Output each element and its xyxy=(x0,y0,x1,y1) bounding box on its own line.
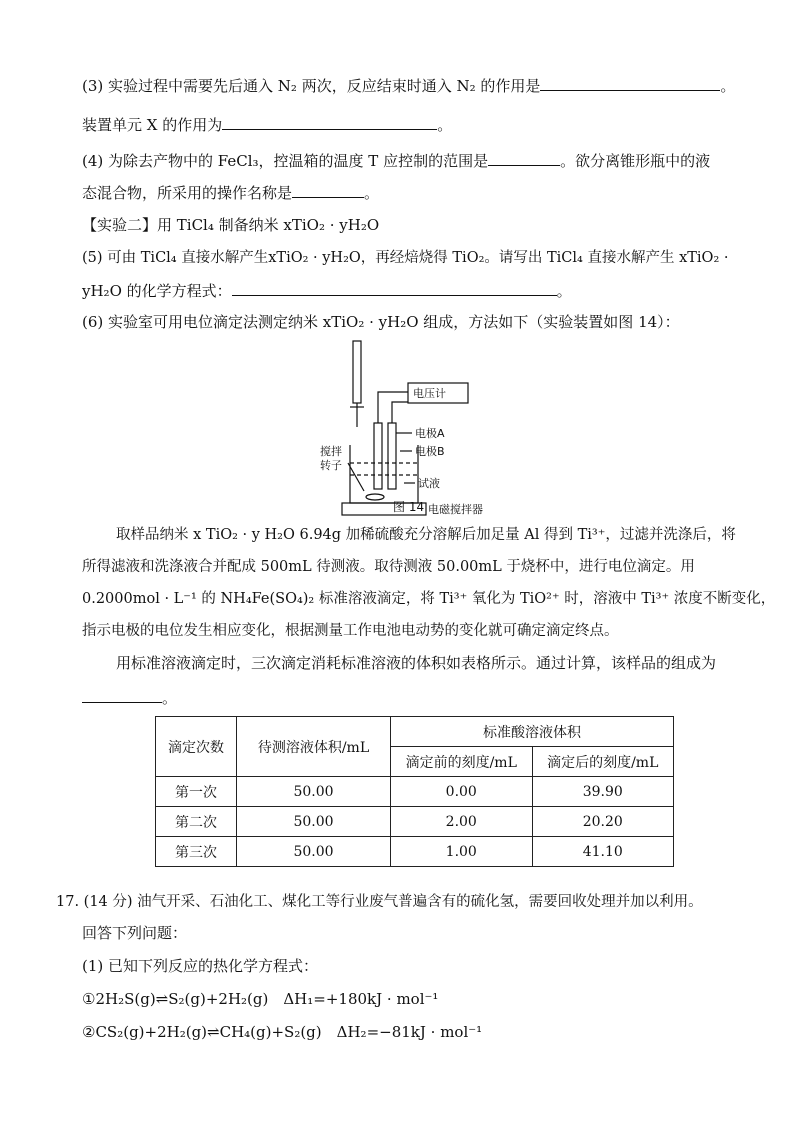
equation-1: ①2H₂S(g)⇌S₂(g)+2H₂(g) ΔH₁=+180kJ · mol⁻¹ xyxy=(82,990,439,1008)
row-label: 第一次 xyxy=(156,777,237,807)
q17-sub1: (1) 已知下列反应的热化学方程式： xyxy=(82,957,319,975)
answer-blank[interactable] xyxy=(222,113,437,130)
answer-blank[interactable] xyxy=(82,686,162,703)
q4-line2-text: 态混合物，所采用的操作名称是 xyxy=(82,184,293,202)
q3-line2-text: 装置单元 X 的作用为 xyxy=(82,116,223,134)
row-volume: 50.00 xyxy=(237,777,391,807)
header-count: 滴定次数 xyxy=(156,717,237,777)
beaker xyxy=(350,445,418,503)
table-row xyxy=(156,807,674,837)
header-volume: 待测溶液体积/mL xyxy=(237,717,391,777)
q3-line1-text: (3) 实验过程中需要先后通入 N₂ 两次，反应结束时通入 N₂ 的作用是 xyxy=(82,77,541,95)
magnetic-stirrer-label: 电磁搅拌器 xyxy=(428,503,483,516)
stirrer-label-1: 搅拌 xyxy=(320,445,342,458)
row-after: 20.20 xyxy=(532,807,674,837)
titration-data-table xyxy=(155,716,674,867)
q3-line1 xyxy=(82,74,735,97)
row-label: 第三次 xyxy=(156,837,237,867)
q5-line2 xyxy=(82,279,572,302)
electrode-b xyxy=(388,423,396,489)
q3-line2-end: 。 xyxy=(437,116,453,134)
q17-line2: 回答下列问题： xyxy=(82,924,188,942)
electrode-a xyxy=(374,423,382,489)
stirrer-label-2: 转子 xyxy=(320,459,342,472)
answer-blank[interactable] xyxy=(232,279,557,296)
q6-p1-line3: 0.2000mol · L⁻¹ 的 NH₄Fe(SO₄)₂ 标准溶液滴定，将 Ti³⁺ 氧化为 TiO²⁺ 时，溶液中 Ti³⁺ 浓度不断变化， xyxy=(82,591,776,607)
q4-line1-end: 。欲分离锥形瓶中的液 xyxy=(560,152,711,170)
table-row xyxy=(156,777,674,807)
row-after: 39.90 xyxy=(532,777,674,807)
q17-line1: 17. (14 分) 油气开采、石油化工、煤化工等行业废气普遍含有的硫化氢，需要回收处理并加以利用。 xyxy=(56,894,703,910)
experiment-2-title: 【实验二】用 TiCl₄ 制备纳米 xTiO₂ · yH₂O xyxy=(82,216,380,234)
row-label: 第二次 xyxy=(156,807,237,837)
q6-p1-line2: 所得滤液和洗涤液合并配成 500mL 待测液。取待测液 50.00mL 于烧杯中，进行电位滴定。用 xyxy=(82,559,695,575)
solution-label: 试液 xyxy=(418,477,440,490)
q5-line2-text: yH₂O 的化学方程式： xyxy=(82,282,232,300)
q6-p1-line4: 指示电极的电位发生相应变化，根据测量工作电池电动势的变化就可确定滴定终点。 xyxy=(82,623,619,639)
row-volume: 50.00 xyxy=(237,837,391,867)
row-before: 1.00 xyxy=(391,837,533,867)
electrode-a-label: 电极A xyxy=(415,427,445,440)
electrode-b-label: 电极B xyxy=(415,445,445,458)
row-after: 41.10 xyxy=(532,837,674,867)
figure-caption: 图 14 xyxy=(393,500,425,514)
q3-line2 xyxy=(82,113,452,136)
titration-apparatus-figure xyxy=(320,335,520,525)
q3-line1-end: 。 xyxy=(720,77,736,95)
q5-line2-end: 。 xyxy=(556,282,572,300)
voltmeter-label: 电压计 xyxy=(413,387,446,400)
equation-2: ②CS₂(g)+2H₂(g)⇌CH₄(g)+S₂(g) ΔH₂=−81kJ · mol⁻¹ xyxy=(82,1023,483,1041)
q4-line1 xyxy=(82,149,710,172)
header-after: 滴定后的刻度/mL xyxy=(532,747,674,777)
row-volume: 50.00 xyxy=(237,807,391,837)
answer-blank[interactable] xyxy=(488,149,560,166)
answer-blank[interactable] xyxy=(292,181,364,198)
q6-p2-end: 。 xyxy=(162,689,178,707)
q6-p2-line1: 用标准溶液滴定时，三次滴定消耗标准溶液的体积如表格所示。通过计算，该样品的组成为 xyxy=(116,654,717,672)
answer-blank[interactable] xyxy=(540,74,720,91)
q4-line1-text: (4) 为除去产物中的 FeCl₃，控温箱的温度 T 应控制的范围是 xyxy=(82,152,489,170)
header-standard: 标准酸溶液体积 xyxy=(391,717,674,747)
header-before: 滴定前的刻度/mL xyxy=(391,747,533,777)
row-before: 0.00 xyxy=(391,777,533,807)
q6-p1-line1: 取样品纳米 x TiO₂ · y H₂O 6.94g 加稀硫酸充分溶解后加足量 Al 得到 Ti³⁺，过滤并洗涤后，将 xyxy=(116,527,736,543)
q4-line2-end: 。 xyxy=(364,184,380,202)
table-row xyxy=(156,837,674,867)
q4-line2 xyxy=(82,181,379,204)
row-before: 2.00 xyxy=(391,807,533,837)
q6-p2-line2 xyxy=(82,686,177,709)
burette xyxy=(353,341,361,403)
q5-line1: (5) 可由 TiCl₄ 直接水解产生xTiO₂ · yH₂O，再经焙烧得 TiO₂。请写出 TiCl₄ 直接水解产生 xTiO₂ · xyxy=(82,250,729,266)
q6-line1: (6) 实验室可用电位滴定法测定纳米 xTiO₂ · yH₂O 组成，方法如下（实验装置如图 14）： xyxy=(82,313,680,331)
